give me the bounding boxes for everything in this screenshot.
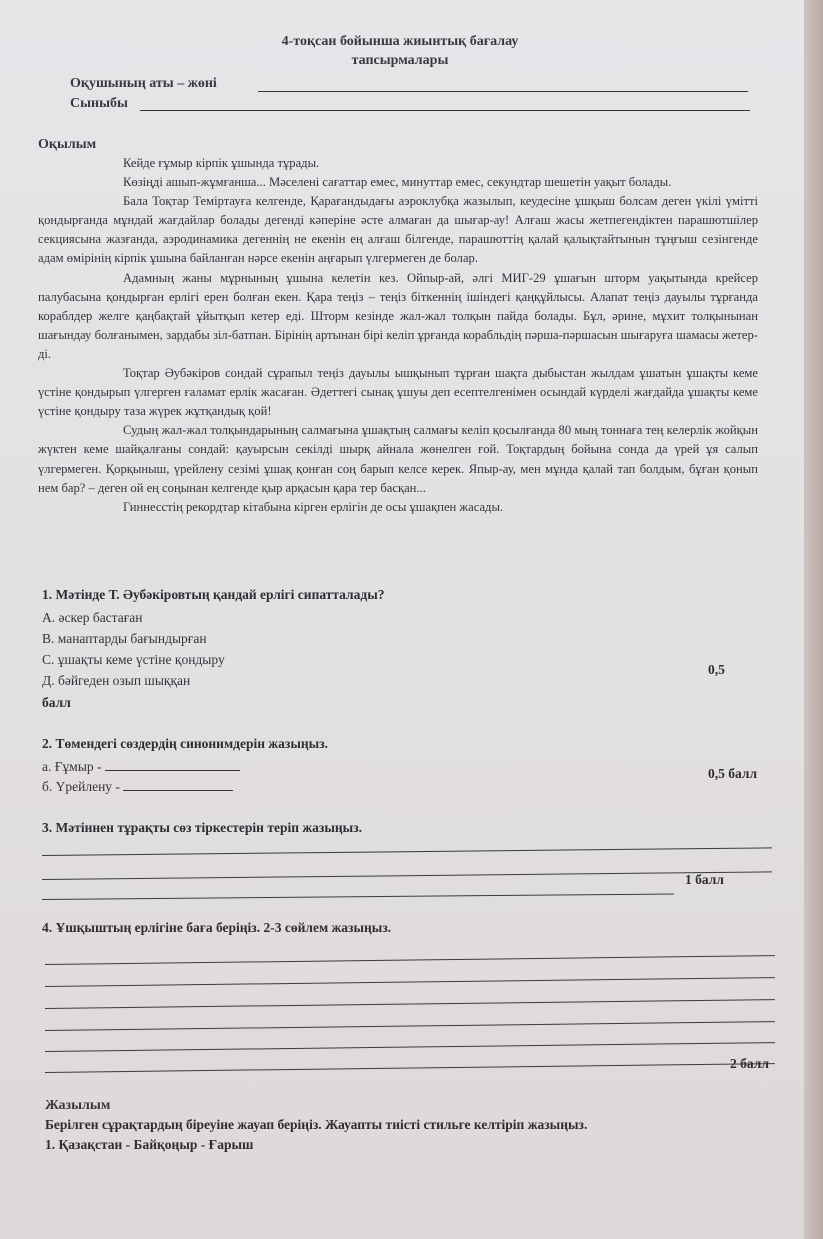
reading-text xyxy=(38,154,758,517)
writing-heading: Жазылым xyxy=(45,1098,111,1113)
q4-answer-line[interactable] xyxy=(45,999,775,1009)
class-label: Сыныбы xyxy=(70,96,128,111)
q4-answer-line[interactable] xyxy=(45,955,775,965)
q2-item-a-label: а. Ғұмыр - xyxy=(42,759,102,774)
question-1: 1. Мәтінде Т. Әубәкіровтың қандай ерлігі сипатталады? xyxy=(42,587,385,602)
reading-paragraph: Судың жал-жал толқындарының салмағына ұшақтың салмағы келіп қосылғанда 80 мың тоннаға тең келерлік жойқын жүктен кеме шайқалғаны сондай: қауырсын секілді шырқ айнала жөнелген ғой. Тоқтардың бойына сонда да үрей ұя салып үлгермеген. Қорқыныш, үрейлену сезімі ұшақ қонған соң барып келсе керек. Япыр-ау, мен мұнда қалай тап болдым, бұған қонып нем бар? – деген ой ең соңынан келгенде қыр арқасын қара тер басқан... xyxy=(38,423,758,495)
reading-paragraph: Бала Тоқтар Теміртауға келгенде, Қарағандыдағы аэроклубқа жазылып, кеудесіне ұшқыш болсам деген үкілі үмітті қондырғанда мұндай жағдайлар болады дегенді кәперіне әсте алмаған да шығар-ау! Алғаш жасы жетпегендіктен парашютшілер секциясына жазғанда, аэродинамика дегеннің не екенін ең алғаш білгенде, парашюттің қалай қалықтайтынын тұңғыш сезінгенде адам өмірінің кірпік ұшына байланған нәрсе екенін аңғарып үлгермеген де болар. xyxy=(38,194,758,266)
q4-answer-line[interactable] xyxy=(45,1063,775,1073)
worksheet-title-line2: тапсырмалары xyxy=(351,53,449,68)
writing-item-1: 1. Қазақстан - Байқоңыр - Ғарыш xyxy=(45,1137,254,1152)
page-edge xyxy=(804,0,823,1239)
q1-option-d[interactable]: Д. бәйгеден озып шыққан xyxy=(42,673,191,688)
q4-answer-line[interactable] xyxy=(45,977,775,987)
q2-score: 0,5 балл xyxy=(708,766,758,781)
q1-score-unit: балл xyxy=(42,695,71,710)
reading-paragraph: Тоқтар Әубәкіров сондай сұрапыл теңіз дауылы ышқынып тұрған шақта дыбыстан жылдам ұшатын ұшақты кеме үстіне қондырып үлгерген ғаламат ерлік жасаған. Әдеттегі сынақ ұшуы деп есептелгенімен осындай күрделі жағдайда ұшақты кеме үстіне қондыру таза жүрек жұтқандық қой! xyxy=(38,366,758,419)
class-line xyxy=(140,110,750,111)
question-3: 3. Мәтіннен тұрақты сөз тіркестерін теріп жазыңыз. xyxy=(42,820,362,835)
q4-answer-line[interactable] xyxy=(45,1042,775,1052)
student-name-label: Оқушының аты – жөні xyxy=(70,76,217,91)
reading-paragraph: Гиннесстің рекордтар кітабына кірген ерлігін де осы ұшақпен жасады. xyxy=(123,499,504,514)
question-4: 4. Ұшқыштың ерлігіне баға беріңіз. 2-3 сөйлем жазыңыз. xyxy=(42,920,392,935)
q2-item-b-label: б. Үрейлену - xyxy=(42,779,120,794)
q3-answer-line[interactable] xyxy=(42,893,674,900)
student-name-line xyxy=(258,91,748,92)
worksheet-title-line1: 4-тоқсан бойынша жиынтық бағалау xyxy=(281,34,519,49)
writing-instruction: Берілген сұрақтардың біреуіне жауап беріңіз. Жауапты тиісті стильге келтіріп жазыңыз. xyxy=(45,1117,588,1132)
q4-score: 2 балл xyxy=(730,1056,769,1071)
q2-answer-b-line[interactable] xyxy=(123,778,233,791)
reading-paragraph: Кейде ғұмыр кірпік ұшында тұрады. xyxy=(123,156,320,170)
q3-answer-line[interactable] xyxy=(42,847,772,856)
q1-option-c[interactable]: С. ұшақты кеме үстіне қондыру xyxy=(42,652,225,667)
q3-score: 1 балл xyxy=(685,872,724,887)
q1-option-b[interactable]: В. манаптарды бағындырған xyxy=(42,631,207,646)
q2-item-b xyxy=(42,778,233,795)
q2-answer-a-line[interactable] xyxy=(105,758,240,771)
reading-paragraph: Адамның жаны мұрнының ұшына келетін кез. Ойпыр-ай, әлгі МИГ-29 ұшағын шторм уақытында крейсер палубасына қондырған ерлігі ерен болған екен. Қара теңіз – теңіз біткеннің ішіндегі қаңқұйлысы. Алапат теңіз дауылы тұрғанда кораблдер желге қаңбақтай ұйытқып кетер еді. Шторм кезінде жал-жал толқын пайда болады. Бұл, әрине, мұхит толқынынан шағындау болғанымен, зардабы зіл-батпан. Бірінің артынан бірі келіп ұрғанда корабльдің пәрша-пәршасын шығаруға шамасы жетер-ді. xyxy=(38,270,758,361)
q2-item-a xyxy=(42,758,240,775)
reading-paragraph: Көзіңді ашып-жұмғанша... Мәселені сағаттар емес, минуттар емес, секундтар шешетін уақыт болады. xyxy=(123,175,672,190)
q1-score-value: 0,5 xyxy=(708,662,725,677)
q4-answer-line[interactable] xyxy=(45,1021,775,1031)
q1-option-a[interactable]: А. әскер бастаған xyxy=(42,610,143,625)
question-2: 2. Төмендегі сөздердің синонимдерін жазыңыз. xyxy=(42,736,329,751)
reading-heading: Оқылым xyxy=(38,137,97,152)
q3-answer-line[interactable] xyxy=(42,871,772,880)
